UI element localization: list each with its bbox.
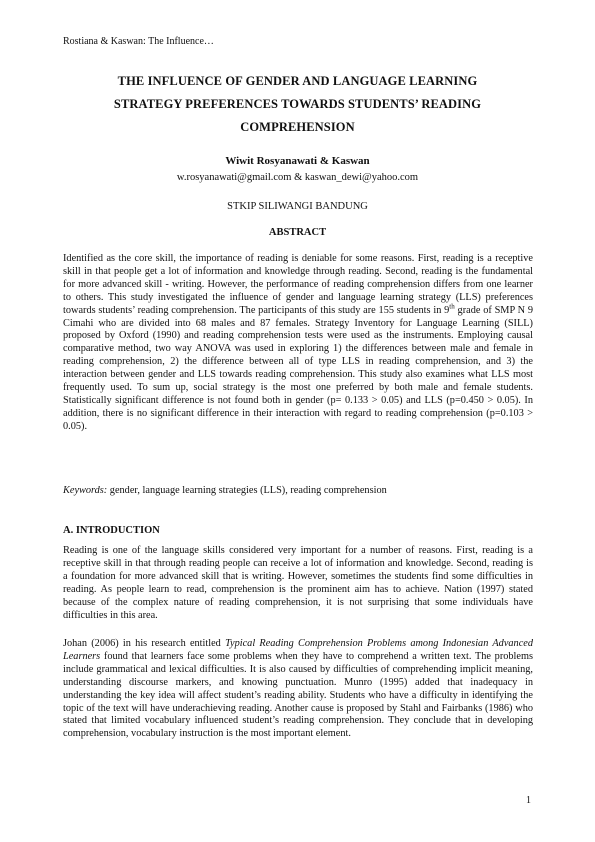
- author-emails: w.rosyanawati@gmail.com & kaswan_dewi@yahoo.com: [176, 172, 419, 183]
- title-line-1: THE INFLUENCE OF GENDER AND LANGUAGE LEARNING: [117, 74, 478, 88]
- authors: Wiwit Rosyanawati & Kaswan: [225, 155, 370, 167]
- abstract-heading: ABSTRACT: [268, 227, 327, 238]
- title-line-3: COMPREHENSION: [240, 120, 355, 134]
- affiliation: STKIP SILIWANGI BANDUNG: [227, 201, 368, 212]
- keywords-text: gender, language learning strategies (LLS), reading comprehension: [107, 485, 387, 496]
- intro-paragraph-2: [63, 638, 533, 741]
- para2-pre: Johan (2006) in his research entitled: [63, 638, 226, 649]
- intro-paragraph-1: Reading is one of the language skills considered very important for a number of reasons. First, reading is a receptive skill in that through reading people can receive a lot of information and knowledge. Second, reading is a foundation for more advanced skill that is writing. However, sometimes the students find some difficulties in reading. As people learn to read, comprehension is the prominent aim has to achieve. Nation (1997) stated because of the complex nature of reading comprehension, it is not surprising that some individuals have difficulties in this area.: [63, 545, 533, 621]
- abstract-part-2: grade of SMP N 9 Cimahi who are divided into 68 males and 87 females. Strategy Inventory for Language Learning (SILL) proposed by Oxford (1990) and reading comprehension tests were used as the instruments. Employing causal comparative method, two way ANOVA was used in exploring 1) the differences between male and female in reading comprehension, 2) the difference between all of type LLS in reading comprehension, and 3) the interaction between gender and LLS towards reading comprehension. This study also examines what LLS most frequently used. To sum up, social strategy is the most one preferred by both male and female students. Statistically significant difference is not found both in gender (p= 0.133 > 0.05) and LLS (p=0.450 > 0.05). In addition, there is no significant difference in their interaction with regard to reading comprehension (p=0.103 > 0.05).: [63, 304, 533, 432]
- abstract-part-1: Identified as the core skill, the importance of reading is deniable for some reasons. First, reading is a receptive skill in that people get a lot of information and knowledge through reading. Second, reading is the fundamental for more advanced skill - writing. However, the performance of reading comprehension differs from one learner to others. This study investigated the influence of gender and language learning strategy (LLS) preferences towards students’ reading comprehension. The participants of this study are 155 students in 9: [63, 253, 533, 316]
- running-head: Rostiana & Kaswan: The Influence…: [63, 36, 214, 47]
- section-heading-introduction: A. INTRODUCTION: [63, 525, 160, 536]
- title-line-2: STRATEGY PREFERENCES TOWARDS STUDENTS’ READING: [113, 97, 482, 111]
- abstract-text: [63, 253, 533, 434]
- para2-post: found that learners face some problems when they have to comprehend a written text. The problems include grammatical and lexical difficulties. It is also caused by difficulties of comprehending implicit meaning, understanding discourse markers, and knowing punctuation. Munro (1995) added that inadequacy in understanding the key idea will affect student’s reading ability. Students who have a difficulty in identifying the topic of the text will have underachieving reading. Another cause is proposed by Stahl and Fairbanks (1986) who stated that limited vocabulary influenced student’s reading comprehension. They conclude that in developing comprehension, vocabulary instruction is the most important element.: [63, 650, 533, 740]
- keywords-label: Keywords:: [63, 485, 108, 496]
- paper-title: [60, 70, 535, 139]
- keywords: [63, 485, 533, 496]
- ordinal-superscript: th: [449, 302, 455, 311]
- cited-title: Typical Reading Comprehension Problems among Indonesian Advanced Learners: [63, 638, 533, 662]
- page-number: 1: [526, 795, 531, 806]
